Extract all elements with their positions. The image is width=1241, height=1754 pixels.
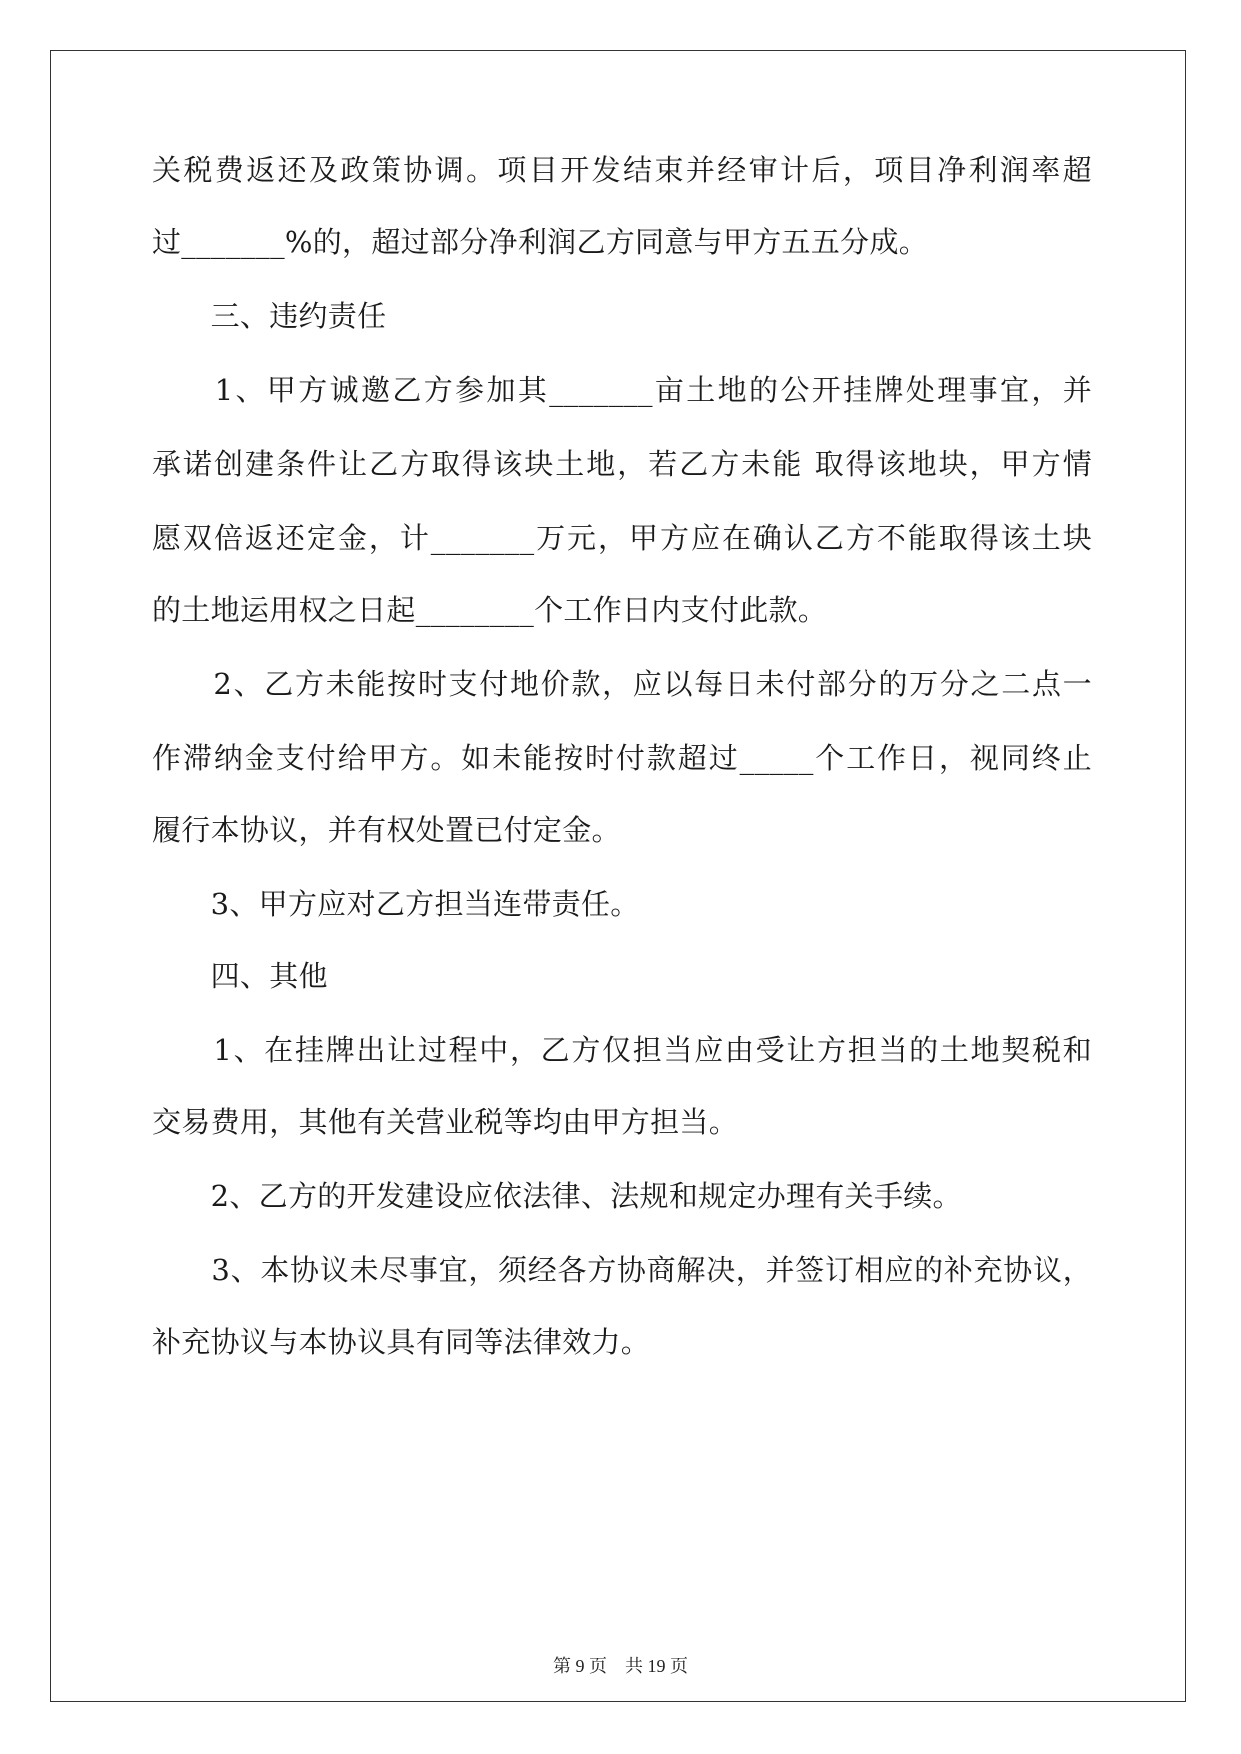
text-line: 愿双倍返还定金，计_______万元，甲方应在确认乙方不能取得该土块 bbox=[152, 521, 1092, 555]
text-line: 2、乙方的开发建设应依法律、法规和规定办理有关手续。 bbox=[152, 1179, 962, 1213]
section-heading: 四、其他 bbox=[152, 959, 328, 993]
text-line: 3、甲方应对乙方担当连带责任。 bbox=[152, 887, 640, 921]
text-line: 3、本协议未尽事宜，须经各方协商解决，并签订相应的补充协议， bbox=[152, 1253, 1092, 1287]
page-number: 第 9 页 共 19 页 bbox=[553, 1656, 688, 1676]
text-line: 的土地运用权之日起________个工作日内支付此款。 bbox=[152, 593, 828, 627]
text-line: 作滞纳金支付给甲方。如未能按时付款超过_____个工作日，视同终止 bbox=[152, 741, 1092, 775]
text-line: 2、乙方未能按时支付地价款，应以每日未付部分的万分之二点一 bbox=[152, 667, 1092, 701]
text-line: 补充协议与本协议具有同等法律效力。 bbox=[152, 1325, 651, 1359]
text-line: 承诺创建条件让乙方取得该块土地，若乙方未能 取得该地块，甲方情 bbox=[152, 447, 1092, 481]
text-line: 关税费返还及政策协调。项目开发结束并经审计后，项目净利润率超 bbox=[152, 153, 1092, 187]
text-line: 过_______%的，超过部分净利润乙方同意与甲方五五分成。 bbox=[152, 225, 929, 259]
text-line: 履行本协议，并有权处置已付定金。 bbox=[152, 813, 621, 847]
section-heading: 三、违约责任 bbox=[152, 299, 387, 333]
text-line: 1、甲方诚邀乙方参加其_______亩土地的公开挂牌处理事宜，并 bbox=[152, 373, 1092, 407]
text-line: 交易费用，其他有关营业税等均由甲方担当。 bbox=[152, 1105, 739, 1139]
text-line: 1、在挂牌出让过程中，乙方仅担当应由受让方担当的土地契税和 bbox=[152, 1033, 1092, 1067]
